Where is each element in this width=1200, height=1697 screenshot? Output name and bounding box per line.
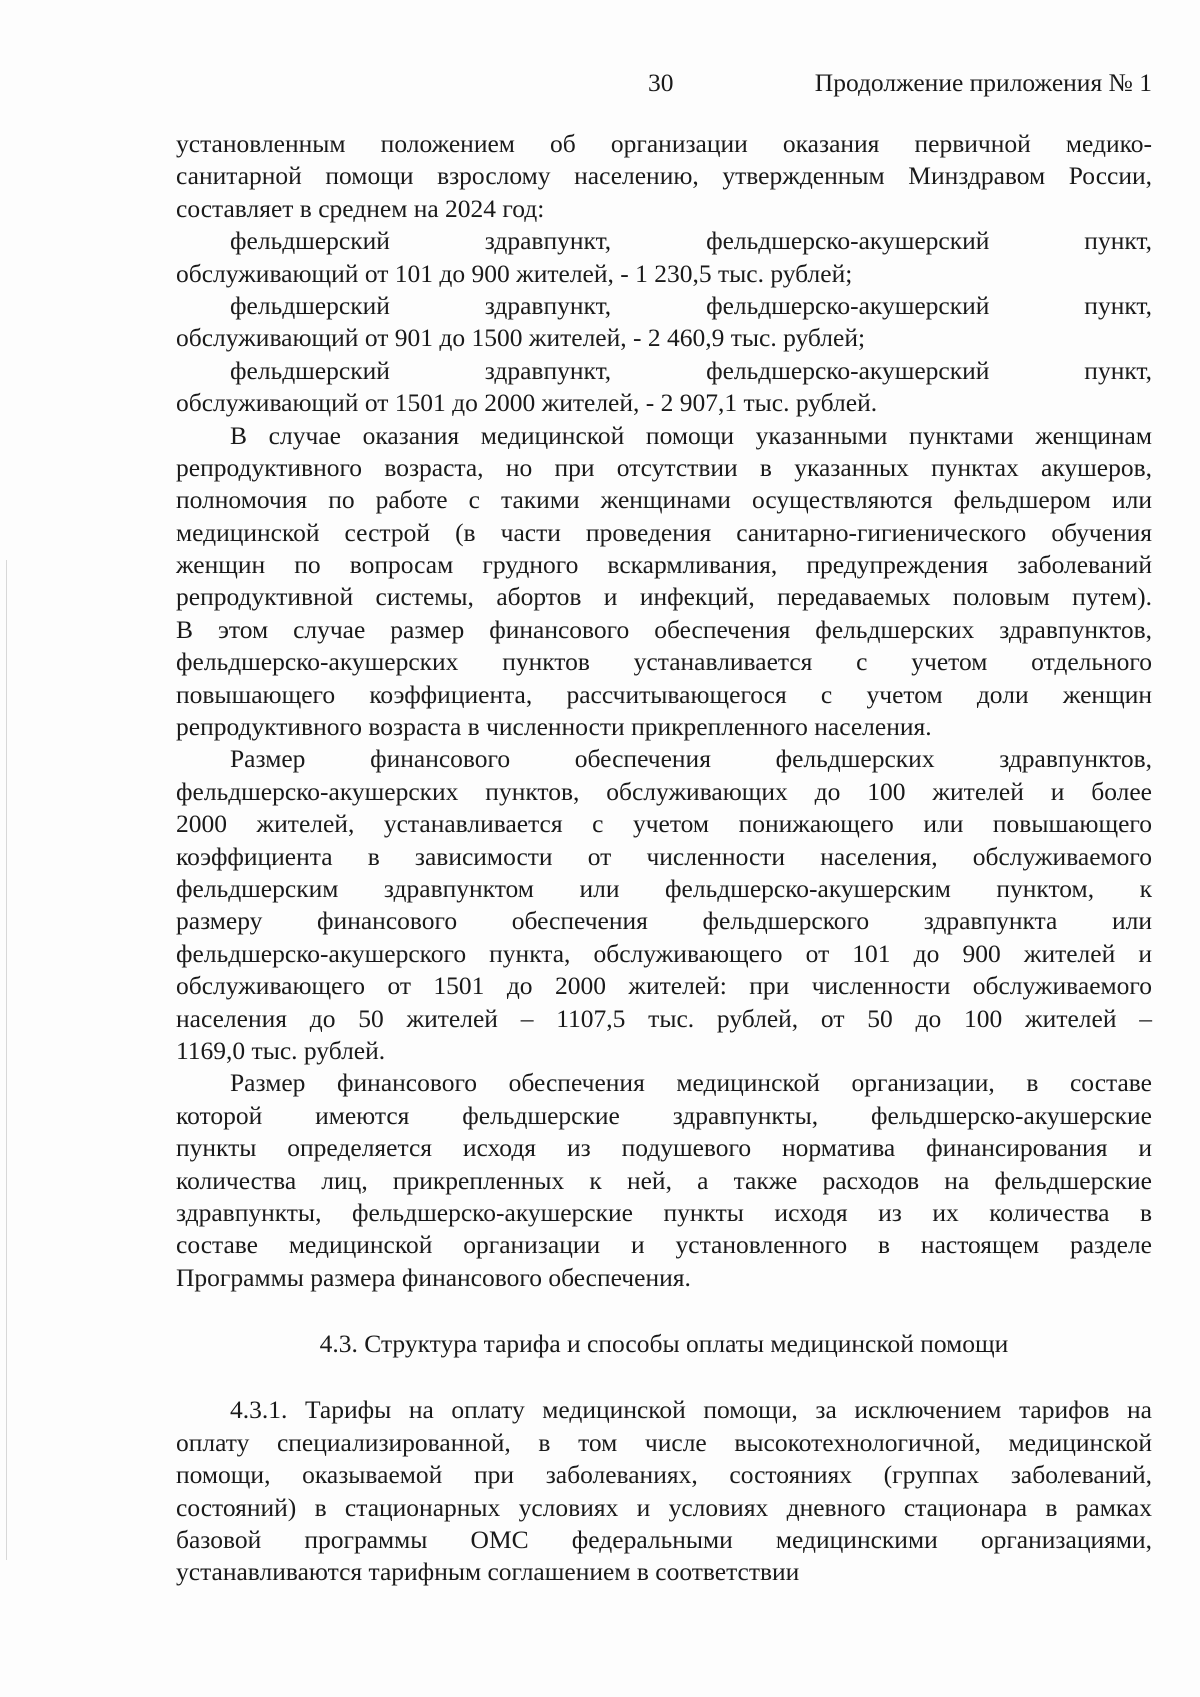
text-line: повышающего коэффициента, рассчитывающегося с учетом доли женщин	[176, 679, 1152, 709]
text-line: Размер финансового обеспечения фельдшерских здравпунктов,	[230, 744, 1152, 774]
text-line: медицинской сестрой (в части проведения санитарно-гигиенического обучения	[176, 517, 1152, 547]
document-body	[176, 128, 1152, 1589]
paragraph-p0	[176, 128, 1152, 225]
page-header	[0, 68, 1200, 108]
text-line: установленным положением об организации оказания первичной медико-	[176, 129, 1152, 158]
paragraph-p6	[176, 1067, 1152, 1294]
text-line: которой имеются фельдшерские здравпункты, фельдшерско-акушерские	[176, 1100, 1152, 1130]
paragraph-p1	[176, 225, 1152, 290]
text-line: составе медицинской организации и установленного в настоящем разделе	[176, 1230, 1152, 1260]
text-line: фельдшерский здравпункт, фельдшерско-акушерский пункт,	[230, 290, 1152, 320]
paragraph-p3	[176, 355, 1152, 420]
text-line: населения до 50 жителей – 1107,5 тыс. рублей, от 50 до 100 жителей –	[176, 1003, 1152, 1033]
paragraph-p2	[176, 290, 1152, 355]
spacer	[176, 1294, 1152, 1328]
paragraph-s0	[176, 1394, 1152, 1588]
text-line: размеру финансового обеспечения фельдшерского здравпункта или	[176, 906, 1152, 936]
text-line: фельдшерский здравпункт, фельдшерско-акушерский пункт,	[230, 355, 1152, 385]
text-line: Программы размера финансового обеспечения.	[176, 1262, 691, 1292]
text-line: санитарной помощи взрослому населению, утвержденным Минздравом России,	[176, 161, 1152, 191]
text-line: репродуктивного возраста в численности прикрепленного населения.	[176, 712, 932, 742]
text-line: помощи, оказываемой при заболеваниях, состояниях (группах заболеваний,	[176, 1460, 1152, 1490]
text-line: здравпункты, фельдшерско-акушерские пункты исходя из их количества в	[176, 1197, 1152, 1227]
text-line: 2000 жителей, устанавливается с учетом понижающего или повышающего	[176, 809, 1152, 839]
text-line: 1169,0 тыс. рублей.	[176, 1035, 386, 1065]
text-line: оплату специализированной, в том числе высокотехнологичной, медицинской	[176, 1427, 1152, 1457]
text-line: фельдшерско-акушерских пунктов, обслуживающих до 100 жителей и более	[176, 776, 1152, 806]
text-line: обслуживающий от 101 до 900 жителей, - 1 230,5 тыс. рублей;	[176, 258, 853, 288]
section-heading: 4.3. Структура тарифа и способы оплаты медицинской помощи	[319, 1329, 1009, 1359]
text-line: В случае оказания медицинской помощи указанными пунктами женщинам	[230, 420, 1152, 450]
text-line: коэффициента в зависимости от численности населения, обслуживаемого	[176, 841, 1152, 871]
scan-edge-line	[6, 560, 7, 1560]
text-line: 4.3.1. Тарифы на оплату медицинской помощи, за исключением тарифов на	[230, 1395, 1152, 1425]
text-line: состояний) в стационарных условиях и условиях дневного стационара в рамках	[176, 1492, 1152, 1522]
text-line: обслуживающий от 1501 до 2000 жителей, - 2 907,1 тыс. рублей.	[176, 388, 878, 418]
text-line: фельдшерско-акушерских пунктов устанавливается с учетом отдельного	[176, 647, 1152, 677]
header-title: Продолжение приложения № 1	[814, 68, 1152, 97]
text-line: женщин по вопросам грудного вскармливания, предупреждения заболеваний	[176, 550, 1152, 580]
text-line: фельдшерско-акушерского пункта, обслуживающего от 101 до 900 жителей и	[176, 938, 1152, 968]
text-line: составляет в среднем на 2024 год:	[176, 193, 545, 223]
page-number: 30	[648, 68, 674, 97]
text-line: репродуктивного возраста, но при отсутствии в указанных пунктах акушеров,	[176, 452, 1152, 482]
text-line: устанавливаются тарифным соглашением в соответствии	[176, 1557, 800, 1587]
text-line: обслуживающего от 1501 до 2000 жителей: при численности обслуживаемого	[176, 971, 1152, 1001]
text-line: Размер финансового обеспечения медицинской организации, в составе	[230, 1068, 1152, 1098]
text-line: репродуктивной системы, абортов и инфекций, передаваемых половым путем).	[176, 582, 1152, 612]
text-line: пункты определяется исходя из подушевого норматива финансирования и	[176, 1133, 1152, 1163]
paragraph-p5	[176, 743, 1152, 1067]
text-line: базовой программы ОМС федеральными медицинскими организациями,	[176, 1525, 1152, 1555]
text-line: обслуживающий от 901 до 1500 жителей, - 2 460,9 тыс. рублей;	[176, 323, 866, 353]
paragraph-p4	[176, 420, 1152, 744]
text-line: полномочия по работе с такими женщинами осуществляются фельдшером или	[176, 485, 1152, 515]
text-line: В этом случае размер финансового обеспечения фельдшерских здравпунктов,	[176, 614, 1152, 644]
text-line: количества лиц, прикрепленных к ней, а также расходов на фельдшерские	[176, 1165, 1152, 1195]
text-line: фельдшерским здравпунктом или фельдшерско-акушерским пунктом, к	[176, 873, 1152, 903]
text-line: фельдшерский здравпункт, фельдшерско-акушерский пункт,	[230, 226, 1152, 256]
spacer	[176, 1360, 1152, 1394]
